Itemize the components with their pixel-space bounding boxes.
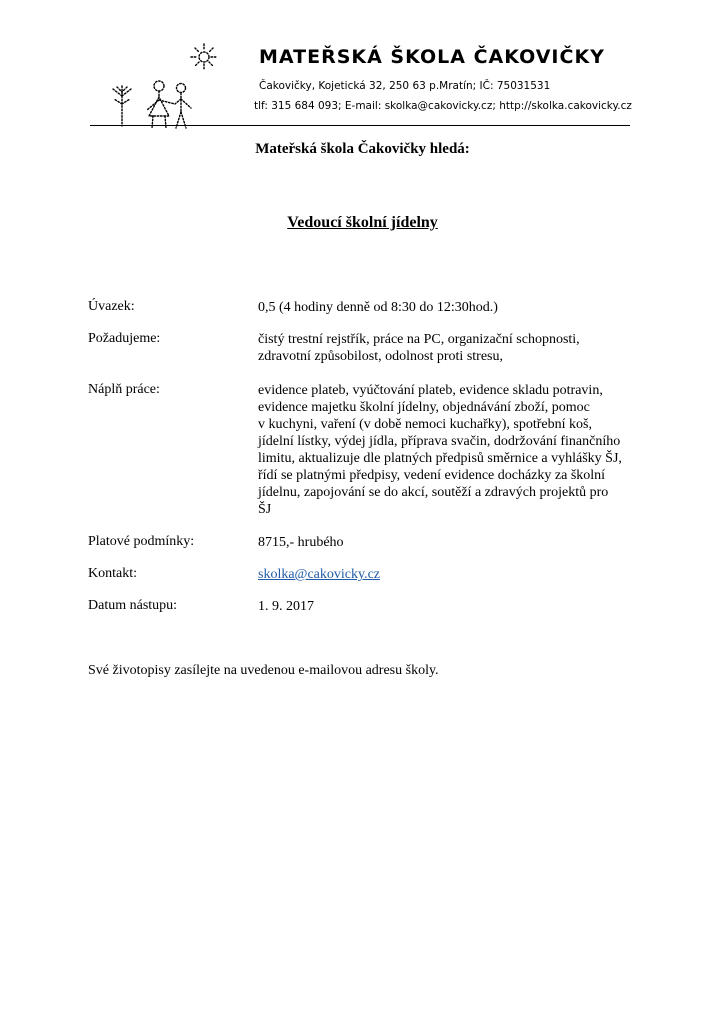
value-line: zdravotní způsobilost, odolnost proti stresu, — [258, 349, 503, 364]
intro-heading: Mateřská škola Čakovičky hledá: — [255, 141, 470, 157]
row-label-pozadujeme: Požadujeme: — [88, 331, 161, 346]
row-value-kontakt — [258, 566, 658, 583]
value-line: evidence majetku školní jídelny, objednávání zboží, pomoc — [258, 400, 590, 415]
value-line: evidence plateb, vyúčtování plateb, evidence skladu potravin, — [258, 383, 603, 398]
row-value-datum-nastupu — [258, 598, 658, 615]
value-line: 0,5 (4 hodiny denně od 8:30 do 12:30hod.) — [258, 300, 498, 315]
value-line: limitu, aktualizuje dle platných předpisů směrnice a vyhlášky ŠJ, — [258, 451, 622, 466]
school-name: MATEŘSKÁ ŠKOLA ČAKOVIČKY — [259, 46, 605, 68]
value-line: ŠJ — [258, 502, 272, 517]
row-label-napln-prace: Náplň práce: — [88, 382, 160, 397]
value-line: v kuchyni, vaření (v době nemoci kuchařky), spotřební koš, — [258, 417, 592, 432]
row-value-napln-prace — [258, 382, 658, 518]
row-label-uvazek: Úvazek: — [88, 299, 135, 314]
row-value-uvazek — [258, 299, 658, 316]
row-label-kontakt: Kontakt: — [88, 566, 137, 581]
value-line: 8715,- hrubého — [258, 535, 344, 550]
value-line: jídelní lístky, výdej jídla, příprava svačin, dodržování finančního — [258, 434, 621, 449]
contact-email-link[interactable]: skolka@cakovicky.cz — [258, 567, 380, 582]
value-line: řídí se platnými předpisy, vedení evidence docházky za školní — [258, 468, 606, 483]
value-line: 1. 9. 2017 — [258, 599, 314, 614]
row-label-platove-podminky: Platové podmínky: — [88, 534, 195, 549]
value-line: čistý trestní rejstřík, práce na PC, organizační schopnosti, — [258, 332, 580, 347]
value-line: jídelnu, zapojování se do akcí, soutěží a zdravých projektů pro — [258, 485, 609, 500]
row-value-platove-podminky — [258, 534, 658, 551]
row-label-datum-nastupu: Datum nástupu: — [88, 598, 178, 613]
job-title: Vedoucí školní jídelny — [287, 214, 438, 231]
closing-note: Své životopisy zasílejte na uvedenou e-mailovou adresu školy. — [88, 663, 439, 678]
school-address: Čakovičky, Kojetická 32, 250 63 p.Mratín; IČ: 75031531 — [259, 80, 551, 92]
school-contact-line: tlf: 315 684 093; E-mail: skolka@cakovicky.cz; http://skolka.cakovicky.cz — [254, 100, 632, 112]
row-value-pozadujeme — [258, 331, 658, 365]
children-sun-tree-logo-icon — [95, 40, 245, 130]
header-divider — [90, 125, 630, 126]
